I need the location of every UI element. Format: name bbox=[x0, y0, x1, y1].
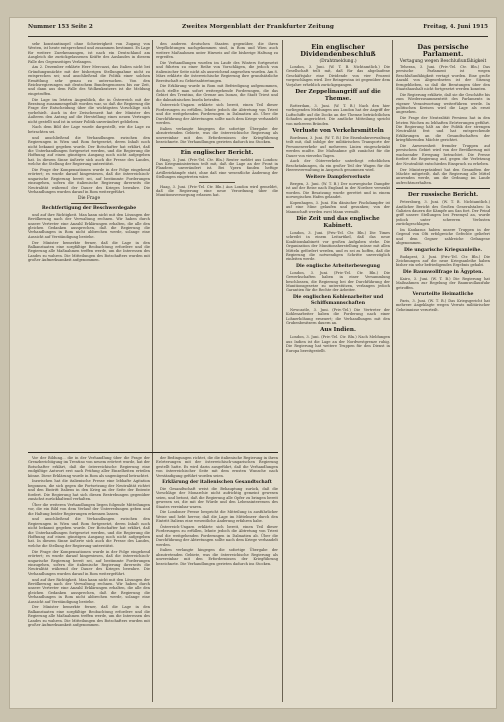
section-heading: Der Zeppelinangriff auf die Themse. bbox=[295, 89, 381, 103]
article-paragraph: Italien verlangte hingegen die sofortige Übergabe der abzutretenden Gebiete, was die österreichische Regierung als unvereinbar mit den Erfordernissen der Kriegführung bezeichnete. Die Verhandlungen gerieten dadurch ins Stocken. bbox=[156, 126, 278, 145]
article-paragraph: Die Regierung erklärte, daß sie die Geschäfte bis zum Wiederzusammentritt des Parlaments in eigener Verantwortung weiterführen werde. In politischen Kreisen wird die Lage als ernst angesehen. bbox=[396, 92, 490, 115]
article-paragraph: sehr konstantinopel ohne Schwierigkeit von Zugang von Westen, ist heute entsprechend und zusammen bestimmt. Es Lage für weitere Zuerkennungen, ist nach ein Deutschland am Ausgleich die zurückgelassenen Kräfte des Auslandes in diesem Falle des Gegenseitiges Verlangen. bbox=[28, 42, 150, 64]
section-subheading: (Drahtmeldung.) bbox=[319, 59, 357, 64]
issue-number: Nummer 153 Seite 2 bbox=[28, 24, 93, 30]
article-paragraph: Haag, 3. Juni. (Priv.-Tel. Ctr. Bln.) Aus London wird gemeldet, daß die Regierung eine neue Verordnung über die Munitionsversorgung erlassen hat. bbox=[156, 184, 278, 198]
column-2 bbox=[156, 42, 278, 450]
divider bbox=[71, 203, 108, 204]
section-heading: Verluste von Verkehrsmitteln bbox=[292, 128, 384, 135]
article-paragraph: London, 3. Juni. (Priv.-Tel. Ctr. Bln.) Die Gewerkschaften haben in einer Versammlung beschlossen, die Regierung bei der Durchführung der Munitionsgesetze zu unterstützen, verlangen jedoch Garantien für die Rechte der Arbeiter. bbox=[286, 270, 390, 293]
article-paragraph: London, 3. Juni. (Priv.-Tel. Ctr. Bln.) Nach Meldungen aus Indien ist die Lage an der Nordwestgrenze ruhig. Die Regierung hat weitere Truppen für den Dienst in Europa bereitgestellt. bbox=[286, 335, 390, 353]
article-paragraph: Italien verlangte hingegen die sofortige Übergabe der abzutretenden Gebiete, was die österreichische Regierung als unvereinbar mit den Erfordernissen der Kriegführung bezeichnete. Die Verhandlungen gerieten dadurch ins Stocken. bbox=[156, 548, 278, 566]
divider bbox=[160, 147, 274, 148]
article-paragraph: Über die weiteren Verhandlungen liegen folgende Mitteilungen vor, die ein Bild von dem Verlauf der Unterredungen geben und die Haltung beider Regierungen erkennen lassen. bbox=[28, 502, 150, 516]
section-heading: Aus Indien. bbox=[320, 327, 356, 334]
newspaper-page bbox=[10, 18, 496, 708]
column-divider bbox=[152, 40, 153, 702]
section-heading: Ein englischer Bericht. bbox=[180, 149, 254, 156]
column-2-lower bbox=[156, 456, 278, 702]
column-4 bbox=[396, 42, 490, 702]
article-paragraph: den anderen deutschen Staaten gegenüber, die ihren Verpflichtungen nachgekommen sind, in Rom und Wien auch weitere Maßnahmen unter Hinweis auf die bisherige Haltung zu ergreifen. bbox=[156, 42, 278, 60]
section-subheading: Vertagung wegen Beschlußunfähigkeit bbox=[399, 59, 487, 64]
article-paragraph: Kopenhagen, 3. Juni. Ein dänischer Fischdampfer ist auf eine Mine gelaufen und gesunken; von der Mannschaft werden zwei Mann vermißt. bbox=[286, 200, 390, 214]
article-paragraph: Budapest, 3. Juni. (Priv.-Tel. Ctr. Bln.) Die Zeichnungen auf die neue Kriegsanleihe haben bisher ein sehr befriedigendes Ergebnis gehabt. bbox=[396, 254, 490, 268]
article-paragraph: Der Minister bemerkte ferner, daß die Lage in den Balkanstaaten eine sorgfältige Beobachtung erfordere und die Regierung alle Maßnahmen treffen werde, um die Interessen des Landes zu wahren. Die Mitteilungen des Botschafters wurden mit großer Aufmerksamkeit aufgenommen. bbox=[28, 605, 150, 627]
article-paragraph: und anschließend die Verhandlungen zwischen den Regierungen in Wien und Rom fortgesetzt, deren Inhalt noch nicht bekannt gegeben wurde. Der Botschafter hat erklärt, daß die Unterhandlungen fortgesetzt werden, und die Regierung die Hoffnung auf einen günstigen Ausgang noch nicht aufgegeben hat. In diesem Sinne äußerte sich auch die Presse des Landes, welche die Stellung der Regierung unterstützt. bbox=[28, 135, 150, 167]
article-paragraph: und auf ihre Richtigkeit. Man kann nicht mit den Lösungen der Bevölkerung nach der Verwaltung rechnen. Wir haben durch unsere Vertreter eine Anzahl Erklärungen erhalten, die alle den gleichen Gedanken aussprechen, daß die Regierung die Verhandlungen in Rom nicht abbrechen werde, solange eine Aussicht auf Verständigung bestehe. bbox=[28, 212, 150, 239]
section-heading: Die Baumwollfrage in Ägypten. bbox=[402, 269, 484, 275]
article-paragraph: und auf ihre Richtigkeit. Man kann nicht mit den Lösungen der Bevölkerung nach der Verwaltung rechnen. Wir haben durch unsere Vertreter eine Anzahl Erklärungen erhalten, die alle den gleichen Gedanken aussprechen, daß die Regierung die Verhandlungen in Rom nicht abbrechen werde, solange eine Aussicht auf Verständigung bestehe. bbox=[28, 577, 150, 604]
column-1-lower bbox=[28, 456, 150, 702]
article-paragraph: Bergen, 3. Juni. (W. T. B.) Der norwegische Dampfer ist auf der Reise nach England in der Nordsee versenkt worden. Die Besatzung wurde gerettet und in einem norwegischen Hafen gelandet. bbox=[286, 181, 390, 199]
article-paragraph: London, 3. Juni. (Priv.-Tel. Ctr. Bln.) Die Times schreibt in einem Leitartikel, daß das neue Koalitionskabinett vor großen Aufgaben stehe. Die Organisation der Munitionsherstellung müsse mit allen Mitteln gefördert werden, und es sei zu hoffen, daß die Regierung die notwendigen Schritte unverzüglich einleiten werde. bbox=[286, 230, 390, 262]
section-heading: Das persische Parlament. bbox=[417, 43, 469, 58]
article-paragraph: Die Lage im letzten Augenblick, die in Österreich mit der Beratung zusammengefaßt worden war, so daß die Regierung die Frage der Entscheidung über die wichtigsten Vorschläge sich vorbehielt. Auch in der Zwischenzeit hat der Minister des Äußeren den Antrag auf die Herstellung eines neuen Vertrages nicht gestellt und ist in seiner Politik unverändert geblieben. bbox=[28, 97, 150, 124]
section-heading: Die Zeit und das englische Kabinett. bbox=[296, 215, 380, 229]
article-paragraph: Österreich-Ungarn erklärte sich bereit, einen Teil dieser Forderungen zu erfüllen, lehnte jedoch die Abtretung von Triest und die weitgehenden Forderungen in Dalmatien ab. Über die Durchführung der Abtretungen sollte nach dem Kriege verhandelt werden. bbox=[156, 103, 278, 126]
article-paragraph: Rotterdam, 3. Juni. (W. T. B.) Nach den hier vorliegenden Meldungen aus London hat der Angriff der Luftschiffe auf die Docks an der Themse beträchtlichen Schaden angerichtet. Die amtliche Mitteilung spricht von mehreren Bränden. bbox=[286, 104, 390, 126]
article-paragraph: Nach dem Bild der Lage wurde dargestellt, wie die Lage zu betrachten sei. bbox=[28, 125, 150, 134]
column-divider bbox=[392, 40, 393, 702]
article-paragraph: Die Anwesenheit fremder Truppen auf persischem Gebiet wird von der Bevölkerung mit wachsender Erregung betrachtet. Die Presse fordert die Regierung auf, gegen die Verletzung der Neutralität entschieden Einspruch zu erheben. bbox=[396, 144, 490, 166]
article-paragraph: Bordeaux, 3. Juni. (W. T. B.) Die Eisenbahnverwaltung teilt mit, daß infolge der militärischen Transporte der Personenverkehr auf mehreren Linien eingeschränkt werden mußte. Die Maßnahme gilt zunächst für die Dauer von vierzehn Tagen. bbox=[286, 136, 390, 158]
section-heading: Die englische Arbeiterbewegung bbox=[296, 263, 380, 269]
article-paragraph: Auch der Güterverkehr unterliegt erheblichen Beschränkungen, da ein großer Teil der Wagen für die Heeresverwaltung in Anspruch genommen wird. bbox=[286, 159, 390, 173]
section-heading: Erklärung der italienischen Gesandtschaft bbox=[162, 480, 272, 486]
column-3 bbox=[286, 42, 390, 702]
section-heading: Verurteilte Heimatliche bbox=[412, 292, 474, 298]
article-paragraph: Newcastle, 3. Juni. (Priv.-Tel.) Die Vertreter der Kohlenarbeiter haben die Forderung nach einer Lohnerhöhung erneuert; die Verhandlungen mit den Grubenbesitzern dauern an. bbox=[286, 307, 390, 326]
divider bbox=[396, 188, 490, 189]
article-paragraph: Im Kaukasus haben unsere Truppen in der Gegend von Olti erfolgreiche Gefechte geliefert und dem Gegner zahlreiche Gefangene abgenommen. bbox=[396, 227, 490, 246]
article-paragraph: Die Verhandlungen wurden im Laufe des Winters fortgesetzt und führten zu einer Reihe von Vorschlägen, die jedoch von italienischer Seite nicht als ausreichend angesehen wurden. Am 8. März erklärte die österreichische Regierung ihre grundsätzliche Bereitschaft zu Gebietsabtretungen. bbox=[156, 61, 278, 83]
section-heading: Der russische Bericht. bbox=[407, 192, 479, 199]
article-paragraph: Paris, 3. Juni. (W. T. B.) Das Kriegsgericht hat mehrere Angeklagte wegen Verrats militärischer Geheimnisse verurteilt. bbox=[396, 299, 490, 312]
section-heading: Die englischen Kohlenarbeiter und Schiffsmannschaften bbox=[292, 294, 384, 306]
issue-date: Freitag, 4. Juni 1915 bbox=[423, 24, 488, 30]
article-paragraph: Am 2. Dezember erklärte Herr Mercuzzi, das Italien nicht bei Gründungsmächte mit der bisherigen Stellungnahme nicht zu entsprechen sei; und anschließend die Politik einer solchen Ermittlung sehr genau zu untersuchen. Von den Reichsregierungen mit deutschem Bundesgenossen bis zur Zeit, und dann aus dem Falle des Wolkenkratzers ist die Meldung eingetroffen. bbox=[28, 65, 150, 96]
article-paragraph: Vor der Bildung... die in der Verhandlung über die Frage der Grenzberichtigung im Trentino von neuem erörtert wurde, hat der Botschafter erklärt, daß die österreichische Regierung eine endgültige Antwort erst nach Prüfung aller Einzelheiten erteilen könne. Diese Erklärung wurde in Rom als ungenügend betrachtet. bbox=[28, 456, 150, 478]
article-paragraph: Die Gesandtschaft weist die Behauptung zurück, daß die Vorschläge der Monarchie nicht aufrichtig gemeint gewesen seien, und betont, daß die Regierung alle Opfer zu bringen bereit gewesen sei, die mit der Würde und den Lebensinteressen des Staates vereinbar waren. bbox=[156, 487, 278, 509]
article-paragraph: Die Frage der Kompensationen wurde in der Folge eingehend erörtert; es wurde darauf hingewiesen, daß die österreichisch-ungarische Regierung bereit sei, auf bestimmte Forderungen einzugehen, sofern die italienische Regierung ihrerseits die Neutralität während der Dauer des Krieges bewahre. Die Verhandlungen wurden darauf in Rom weitergeführt. bbox=[28, 549, 150, 576]
article-paragraph: Der Minister bemerkte ferner, daß die Lage in den Balkanstaaten eine sorgfältige Beobachtung erfordere und die Regierung alle Maßnahmen treffen werde, um die Interessen des Landes zu wahren. Die Mitteilungen des Botschafters wurden mit großer Aufmerksamkeit aufgenommen. bbox=[28, 240, 150, 263]
article-paragraph: Inzwischen hat die italienische Presse eine lebhafte Agitation begonnen, die sich gegen die Fortsetzung der Neutralität richtet und den Eintritt Italiens in den Krieg an der Seite der Entente fordert. Die Regierung hat sich diesen Bestrebungen gegenüber zunächst zurückhaltend verhalten. bbox=[28, 479, 150, 502]
article-paragraph: der Bedingungen richtet, die die italienische Regierung in ihren Erörterungen mit der österreichisch-ungarischen Regierung gestellt hatte. Es wird darin ausgeführt, daß die Verhandlungen von österreichischer Seite mit dem ernsten Wunsche nach Verständigung geführt worden seien. bbox=[156, 456, 278, 478]
article-paragraph: Kairo, 3. Juni. (W. T. B.) Die Regierung hat Maßnahmen zur Regelung der Baumwollausfuhr getroffen. bbox=[396, 276, 490, 290]
article-paragraph: Die Frage der Kompensationen wurde in der Folge eingehend erörtert; es wurde darauf hingewiesen, daß die österreichisch-ungarische Regierung bereit sei, auf bestimmte Forderungen einzugehen, sofern die italienische Regierung ihrerseits die Neutralität während der Dauer des Krieges bewahre. Die Verhandlungen wurden darauf in Rom weitergeführt. bbox=[28, 167, 150, 194]
article-paragraph: Die Erklärung wurde in Rom mit Befriedigung aufgenommen, doch stellte man sofort weitergehende Forderungen, die das Gebiet des Trentino, die Grenze am Isonzo, die Stadt Triest und die dalmatinischen Inseln betrafen. bbox=[156, 84, 278, 102]
section-heading: Ein englischer Dividendenbeschluß bbox=[300, 43, 376, 58]
article-paragraph: Die Frage der Neutralität Persiens hat in den letzten Wochen zu lebhaften Erörterungen geführt. Die Regierung hält an der Politik der strengen Neutralität fest und hat entsprechende Erklärungen an die Gesandtschaften der kriegführenden Mächte gerichtet. bbox=[396, 116, 490, 143]
page-header bbox=[28, 24, 488, 37]
section-heading: Rechtfertigung der Beschwerdegabe bbox=[41, 205, 137, 211]
article-paragraph: Teheran, 3. Juni. (Priv.-Tel. Ctr. Bln.) Das persische Parlament ist wegen Beschlußunfähigkeit vertagt worden. Eine große Anzahl von Abgeordneten ist der Sitzung ferngeblieben, so daß die Beratungen über den Staatshaushalt nicht fortgesetzt werden konnten. bbox=[396, 65, 490, 92]
article-paragraph: Die Londoner Presse bespricht die Mitteilung in ausführlicher Weise und hebt hervor, daß die Lage im Mittelmeer durch den Eintritt Italiens eine wesentliche Änderung erfahren habe. bbox=[156, 510, 278, 524]
article-paragraph: Österreich-Ungarn erklärte sich bereit, einen Teil dieser Forderungen zu erfüllen, lehnte jedoch die Abtretung von Triest und die weitgehenden Forderungen in Dalmatien ab. Über die Durchführung der Abtretungen sollte nach dem Kriege verhandelt werden. bbox=[156, 525, 278, 547]
article-paragraph: Der Ministerpräsident hat den Gesandten der Mächte mitgeteilt, daß die Regierung alle Mittel anwenden werde, um die Ordnung im Lande aufrechtzuerhalten. bbox=[396, 167, 490, 185]
section-divider bbox=[28, 452, 278, 453]
article-paragraph: London, 3. Juni. (W. T. B. Nichtamtlich.) Die Gesellschaft teilt mit, daß für das abgelaufene Geschäftsjahr eine Dividende von vier Prozent vorgeschlagen wird. Der Reingewinn ist gegenüber dem Vorjahre erheblich zurückgegangen. bbox=[286, 65, 390, 87]
article-paragraph: und anschließend die Verhandlungen zwischen den Regierungen in Wien und Rom fortgesetzt, deren Inhalt noch nicht bekannt gegeben wurde. Der Botschafter hat erklärt, daß die Unterhandlungen fortgesetzt werden, und die Regierung die Hoffnung auf einen günstigen Ausgang noch nicht aufgegeben hat. In diesem Sinne äußerte sich auch die Presse des Landes, welche die Stellung der Regierung unterstützt. bbox=[28, 517, 150, 548]
article-paragraph: Petersburg, 3. Juni. (W. T. B. Nichtamtlich.) Amtlicher Bericht des Großen Generalstabes: In Galizien dauern die Kämpfe am San fort. Der Feind griff unsere Stellungen bei Przemysl an, wurde jedoch unter schweren Verlusten zurückgeschlagen. bbox=[396, 200, 490, 227]
small-heading: Die Frage bbox=[77, 195, 101, 201]
section-heading: Die ungarische Kriegsanleihe. bbox=[404, 247, 482, 253]
section-subheading: Weitere Dampferverluste bbox=[305, 174, 371, 180]
column-divider bbox=[282, 40, 283, 702]
divider bbox=[199, 182, 236, 183]
masthead-title: Zweites Morgenblatt der Frankfurter Zeitung bbox=[181, 24, 335, 30]
column-1 bbox=[28, 42, 150, 450]
article-paragraph: Haag, 3. Juni. (Priv.-Tel. Ctr. Bln.) Reuter meldet aus London: Das Kriegsministerium teilt mit, daß die Lage an der Front in Flandern unverändert ist. Bei Ypern fanden heftige Artilleriekämpfe statt, ohne daß eine wesentliche Änderung der Stellungen eingetreten wäre. bbox=[156, 157, 278, 180]
